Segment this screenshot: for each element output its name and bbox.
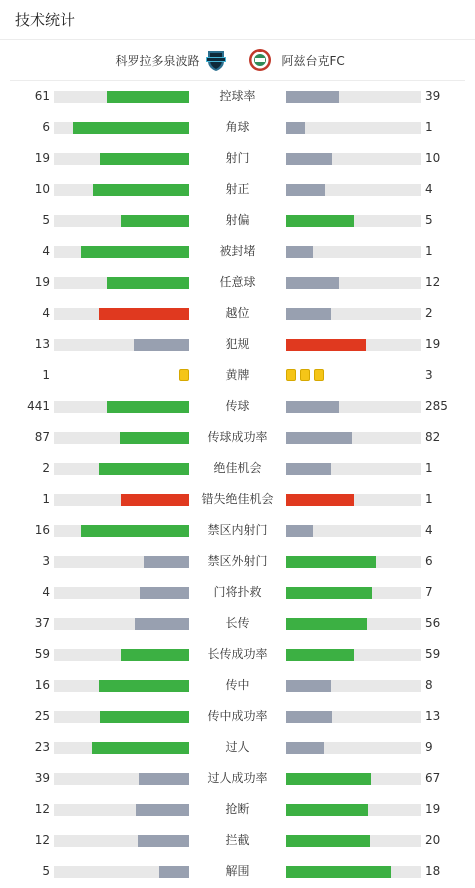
stat-label: 解围 (225, 864, 250, 878)
stat-row (0, 515, 475, 546)
away-bar-fill (286, 742, 324, 754)
away-bar-fill (286, 556, 376, 568)
away-bar-track (286, 494, 421, 506)
home-value: 37 (34, 616, 50, 630)
home-value: 16 (34, 523, 50, 537)
home-bar-track (54, 711, 189, 723)
away-value: 1 (425, 461, 433, 475)
away-value: 2 (425, 306, 433, 320)
away-bar-track (286, 184, 421, 196)
away-bar-fill (286, 680, 331, 692)
aztec-fc-crest-icon (248, 48, 272, 72)
home-bar-track (54, 494, 189, 506)
away-yellow-cards (286, 369, 328, 382)
stat-label: 射门 (225, 151, 250, 165)
home-bar-track (54, 215, 189, 227)
home-bar-fill (92, 742, 189, 754)
away-bar-track (286, 91, 421, 103)
home-bar-fill (121, 494, 189, 506)
home-bar-track (54, 587, 189, 599)
away-bar-fill (286, 618, 367, 630)
away-bar-track (286, 277, 421, 289)
away-bar-fill (286, 401, 339, 413)
stat-label: 黄牌 (225, 368, 250, 382)
stat-row (0, 701, 475, 732)
away-value: 6 (425, 554, 433, 568)
away-value: 9 (425, 740, 433, 754)
home-bar-track (54, 804, 189, 816)
stat-row (0, 329, 475, 360)
colorado-springs-crest-icon (204, 48, 228, 72)
away-bar-fill (286, 277, 339, 289)
away-bar-track (286, 556, 421, 568)
home-bar-track (54, 618, 189, 630)
home-value: 10 (34, 182, 50, 196)
stat-label: 长传成功率 (207, 647, 268, 661)
home-bar-fill (99, 463, 189, 475)
stat-label: 犯规 (225, 337, 250, 351)
home-value: 1 (42, 492, 50, 506)
stat-row (0, 856, 475, 887)
stat-row (0, 236, 475, 267)
away-value: 19 (425, 337, 441, 351)
home-bar-track (54, 91, 189, 103)
stat-row (0, 484, 475, 515)
away-value: 1 (425, 492, 433, 506)
home-bar-track (54, 401, 189, 413)
away-bar-fill (286, 463, 331, 475)
away-bar-fill (286, 866, 391, 878)
away-value: 59 (425, 647, 441, 661)
stat-label: 过人成功率 (207, 771, 268, 785)
away-value: 1 (425, 244, 433, 258)
home-bar-fill (139, 773, 189, 785)
home-value: 1 (42, 368, 50, 382)
yellow-card-icon (300, 369, 310, 381)
stat-label: 射偏 (225, 213, 250, 227)
home-bar-fill (107, 91, 189, 103)
home-value: 59 (34, 647, 50, 661)
stat-row (0, 763, 475, 794)
home-team[interactable] (115, 40, 227, 80)
away-bar-track (286, 339, 421, 351)
stat-label: 越位 (225, 306, 250, 320)
away-bar-track (286, 742, 421, 754)
away-value: 8 (425, 678, 433, 692)
home-value: 5 (42, 213, 50, 227)
home-value: 61 (34, 89, 50, 103)
away-value: 82 (425, 430, 441, 444)
home-bar-fill (138, 835, 189, 847)
stat-label: 射正 (225, 182, 250, 196)
home-value: 19 (34, 275, 50, 289)
home-bar-track (54, 308, 189, 320)
stat-row (0, 267, 475, 298)
away-bar-track (286, 432, 421, 444)
home-value: 23 (34, 740, 50, 754)
away-bar-track (286, 525, 421, 537)
stat-row (0, 732, 475, 763)
away-bar-track (286, 153, 421, 165)
home-value: 4 (42, 585, 50, 599)
stat-row (0, 546, 475, 577)
teams-header (10, 40, 465, 81)
stat-label: 角球 (225, 120, 250, 134)
stat-label: 被封堵 (219, 244, 256, 258)
home-bar-fill (134, 339, 189, 351)
home-bar-fill (159, 866, 189, 878)
home-bar-track (54, 525, 189, 537)
away-value: 10 (425, 151, 441, 165)
stat-row (0, 639, 475, 670)
stat-row (0, 391, 475, 422)
home-value: 39 (34, 771, 50, 785)
home-value: 5 (42, 864, 50, 878)
away-value: 20 (425, 833, 441, 847)
away-bar-track (286, 122, 421, 134)
home-bar-track (54, 339, 189, 351)
away-value: 3 (425, 368, 433, 382)
stat-label: 拦截 (225, 833, 250, 847)
stat-row (0, 670, 475, 701)
home-bar-track (54, 866, 189, 878)
away-bar-track (286, 711, 421, 723)
away-bar-track (286, 866, 421, 878)
away-bar-track (286, 618, 421, 630)
away-value: 56 (425, 616, 441, 630)
stats-list (0, 81, 475, 887)
home-yellow-cards (175, 369, 189, 382)
home-value: 2 (42, 461, 50, 475)
away-value: 19 (425, 802, 441, 816)
away-team[interactable] (282, 40, 345, 80)
away-value: 4 (425, 182, 433, 196)
home-bar-track (54, 835, 189, 847)
away-bar-fill (286, 308, 331, 320)
stat-label: 传中 (225, 678, 250, 692)
away-value: 1 (425, 120, 433, 134)
home-bar-track (54, 742, 189, 754)
home-bar-track (54, 122, 189, 134)
home-value: 87 (34, 430, 50, 444)
away-bar-fill (286, 153, 332, 165)
stat-row (0, 608, 475, 639)
home-value: 441 (27, 399, 50, 413)
home-bar-track (54, 277, 189, 289)
away-bar-fill (286, 432, 352, 444)
home-value: 3 (42, 554, 50, 568)
home-value: 4 (42, 306, 50, 320)
away-value: 5 (425, 213, 433, 227)
away-bar-fill (286, 835, 370, 847)
home-bar-fill (135, 618, 189, 630)
home-bar-track (54, 184, 189, 196)
away-bar-track (286, 649, 421, 661)
stat-label: 控球率 (219, 89, 256, 103)
away-bar-fill (286, 773, 371, 785)
away-team-name: 阿兹台克FC (281, 53, 345, 68)
home-bar-fill (73, 122, 189, 134)
stat-label: 禁区内射门 (207, 523, 268, 537)
away-bar-fill (286, 649, 354, 661)
stat-label: 任意球 (219, 275, 256, 289)
home-bar-track (54, 463, 189, 475)
away-bar-fill (286, 587, 372, 599)
away-value: 39 (425, 89, 441, 103)
away-value: 4 (425, 523, 433, 537)
away-bar-track (286, 308, 421, 320)
stat-label: 传中成功率 (207, 709, 268, 723)
away-bar-fill (286, 711, 332, 723)
home-bar-fill (136, 804, 189, 816)
stat-row (0, 205, 475, 236)
stat-label: 抢断 (225, 802, 250, 816)
away-bar-track (286, 804, 421, 816)
home-bar-fill (144, 556, 189, 568)
home-bar-fill (107, 401, 189, 413)
stat-label: 过人 (225, 740, 250, 754)
stat-row (0, 453, 475, 484)
home-bar-fill (100, 153, 189, 165)
home-bar-fill (121, 215, 189, 227)
away-bar-fill (286, 122, 305, 134)
home-bar-fill (140, 587, 189, 599)
away-bar-track (286, 680, 421, 692)
away-bar-fill (286, 215, 354, 227)
home-bar-track (54, 680, 189, 692)
home-bar-fill (120, 432, 189, 444)
away-value: 285 (425, 399, 448, 413)
stat-label: 长传 (225, 616, 250, 630)
away-bar-track (286, 401, 421, 413)
away-bar-fill (286, 339, 366, 351)
home-value: 13 (34, 337, 50, 351)
home-bar-fill (81, 525, 189, 537)
away-value: 18 (425, 864, 441, 878)
away-bar-fill (286, 184, 325, 196)
home-value: 19 (34, 151, 50, 165)
yellow-card-icon (179, 369, 189, 381)
home-bar-fill (93, 184, 189, 196)
home-bar-track (54, 649, 189, 661)
stat-row (0, 360, 475, 391)
home-bar-track (54, 246, 189, 258)
home-value: 6 (42, 120, 50, 134)
away-bar-fill (286, 494, 354, 506)
home-bar-fill (81, 246, 189, 258)
away-bar-track (286, 215, 421, 227)
home-value: 16 (34, 678, 50, 692)
home-bar-fill (100, 711, 189, 723)
home-bar-fill (121, 649, 189, 661)
stat-label: 门将扑救 (213, 585, 262, 599)
stat-row (0, 143, 475, 174)
home-bar-track (54, 153, 189, 165)
home-value: 25 (34, 709, 50, 723)
home-bar-fill (99, 680, 189, 692)
away-bar-fill (286, 804, 368, 816)
away-bar-track (286, 835, 421, 847)
home-bar-fill (99, 308, 189, 320)
away-bar-track (286, 587, 421, 599)
stat-row (0, 825, 475, 856)
away-bar-track (286, 773, 421, 785)
home-bar-fill (107, 277, 189, 289)
away-bar-track (286, 246, 421, 258)
stat-label: 禁区外射门 (207, 554, 268, 568)
stat-label: 传球成功率 (207, 430, 268, 444)
stat-label: 绝佳机会 (213, 461, 262, 475)
stat-label: 传球 (225, 399, 250, 413)
home-bar-track (54, 556, 189, 568)
home-bar-track (54, 432, 189, 444)
away-bar-track (286, 463, 421, 475)
home-value: 4 (42, 244, 50, 258)
stat-label: 错失绝佳机会 (201, 492, 274, 506)
stat-row (0, 112, 475, 143)
home-value: 12 (34, 802, 50, 816)
stat-row (0, 577, 475, 608)
away-bar-fill (286, 525, 313, 537)
page-title: 技术统计 (0, 0, 475, 40)
yellow-card-icon (286, 369, 296, 381)
away-bar-fill (286, 246, 313, 258)
home-bar-track (54, 773, 189, 785)
stat-row (0, 794, 475, 825)
away-value: 12 (425, 275, 441, 289)
stat-row (0, 81, 475, 112)
home-value: 12 (34, 833, 50, 847)
stat-row (0, 174, 475, 205)
yellow-card-icon (314, 369, 324, 381)
stat-row (0, 298, 475, 329)
home-team-name: 科罗拉多泉波路 (115, 53, 200, 68)
away-value: 13 (425, 709, 441, 723)
away-value: 67 (425, 771, 441, 785)
stat-row (0, 422, 475, 453)
away-value: 7 (425, 585, 433, 599)
away-bar-fill (286, 91, 339, 103)
